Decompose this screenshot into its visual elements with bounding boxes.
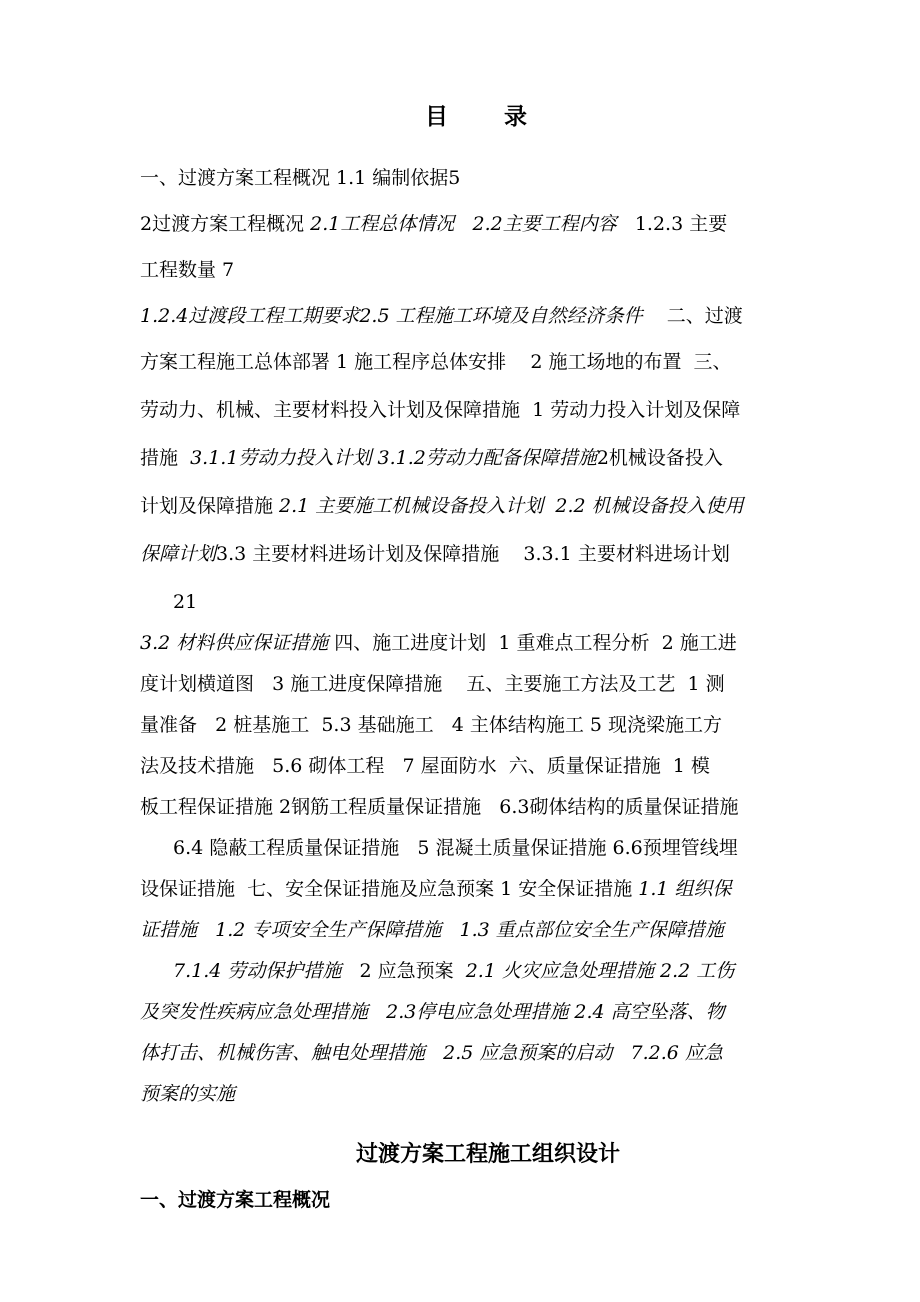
toc-entry-text: 及突发性疾病应急处理措施 2.3停电应急处理措施 2.4 高空坠落、物 [140, 1001, 725, 1023]
toc-entry-text: 2.1 火灾应急处理措施 2.2 工伤 [465, 960, 735, 982]
toc-entry-text: 板工程保证措施 2钢筋工程质量保证措施 6.3砌体结构的质量保证措施 [140, 796, 739, 818]
toc-entry-text: 1.2.3 主要 [616, 213, 728, 235]
toc-line [140, 746, 846, 787]
toc-entry-text: 计划及保障措施 [140, 495, 280, 517]
toc-entry-text: 3.2 材料供应保证措施 [140, 632, 329, 654]
toc-entry-text: 2.1 主要施工机械设备投入计划 2.2 机械设备投入使用 [279, 495, 744, 517]
toc-line [140, 296, 846, 342]
toc-entry-text: 2机械设备投入 [596, 447, 723, 469]
toc-entry-text: 措施 [140, 447, 191, 469]
toc-entry-text: 工程数量 7 [140, 259, 235, 281]
toc-entry-text: 3.1.1劳动力投入计划 3.1.2劳动力配备保障措施 [190, 447, 597, 469]
toc-entry-text: 7.1.4 劳动保护措施 [173, 960, 342, 982]
toc-line [140, 486, 846, 534]
toc-line [140, 204, 846, 250]
toc-line [140, 342, 846, 390]
section-heading: 一、过渡方案工程概况 [140, 1189, 331, 1211]
toc-entry-text: 2过渡方案工程概况 [140, 213, 311, 235]
toc-line [140, 705, 846, 746]
toc-entry-text: 6.4 隐蔽工程质量保证措施 5 混凝土质量保证措施 6.6预埋管线埋 [173, 837, 738, 859]
toc-line [140, 828, 846, 869]
toc-line [140, 390, 846, 438]
toc-line [140, 1033, 846, 1074]
toc-line [140, 582, 846, 623]
table-of-contents [140, 158, 846, 1115]
toc-entry-text: 证措施 1.2 专项安全生产保障措施 1.3 重点部位安全生产保障措施 [140, 919, 724, 941]
toc-entry-text: 度计划横道图 3 施工进度保障措施 五、主要施工方法及工艺 1 测 [140, 673, 725, 695]
toc-entry-text: 1.1 组织保 [638, 878, 732, 900]
toc-entry-text: 法及技术措施 5.6 砌体工程 7 屋面防水 六、质量保证措施 1 模 [140, 755, 710, 777]
toc-title: 目 录 [424, 103, 551, 130]
toc-entry-text: 预案的实施 [140, 1083, 236, 1105]
toc-line [140, 910, 846, 951]
document-title: 过渡方案工程施工组织设计 [355, 1141, 620, 1167]
toc-entry-text: 量准备 2 桩基施工 5.3 基础施工 4 主体结构施工 5 现浇梁施工方 [140, 714, 722, 736]
toc-entry-text: 四、施工进度计划 1 重难点工程分析 2 施工进 [328, 632, 737, 654]
toc-entry-text: 保障计划 [140, 543, 217, 565]
toc-entry-text: 21 [173, 591, 198, 613]
toc-entry-text: 2.1工程总体情况 2.2主要工程内容 [310, 213, 617, 235]
toc-line [140, 951, 846, 992]
toc-line [140, 534, 846, 582]
toc-entry-text: 1.2.4过渡段工程工期要求2.5 工程施工环境及自然经济条件 [140, 305, 643, 327]
toc-entry-text: 3.3 主要材料进场计划及保障措施 3.3.1 主要材料进场计划 [216, 543, 730, 565]
toc-entry-text: 二、过渡 [642, 305, 743, 327]
toc-line [140, 1074, 846, 1115]
toc-line [140, 250, 846, 296]
toc-entry-text: 方案工程施工总体部署 1 施工程序总体安排 2 施工场地的布置 三、 [140, 351, 732, 373]
toc-entry-text: 劳动力、机械、主要材料投入计划及保障措施 1 劳动力投入计划及保障 [140, 399, 741, 421]
toc-line [140, 787, 846, 828]
toc-entry-text: 2 应急预案 [341, 960, 466, 982]
toc-line [140, 623, 846, 664]
toc-line [140, 992, 846, 1033]
toc-line [140, 438, 846, 486]
toc-line [140, 664, 846, 705]
toc-line [140, 869, 846, 910]
toc-entry-text: 体打击、机械伤害、触电处理措施 2.5 应急预案的启动 7.2.6 应急 [140, 1042, 723, 1064]
toc-line [140, 158, 846, 204]
toc-entry-text: 设保证措施 七、安全保证措施及应急预案 1 安全保证措施 [140, 878, 639, 900]
toc-entry-text: 一、过渡方案工程概况 1.1 编制依据5 [140, 167, 461, 189]
